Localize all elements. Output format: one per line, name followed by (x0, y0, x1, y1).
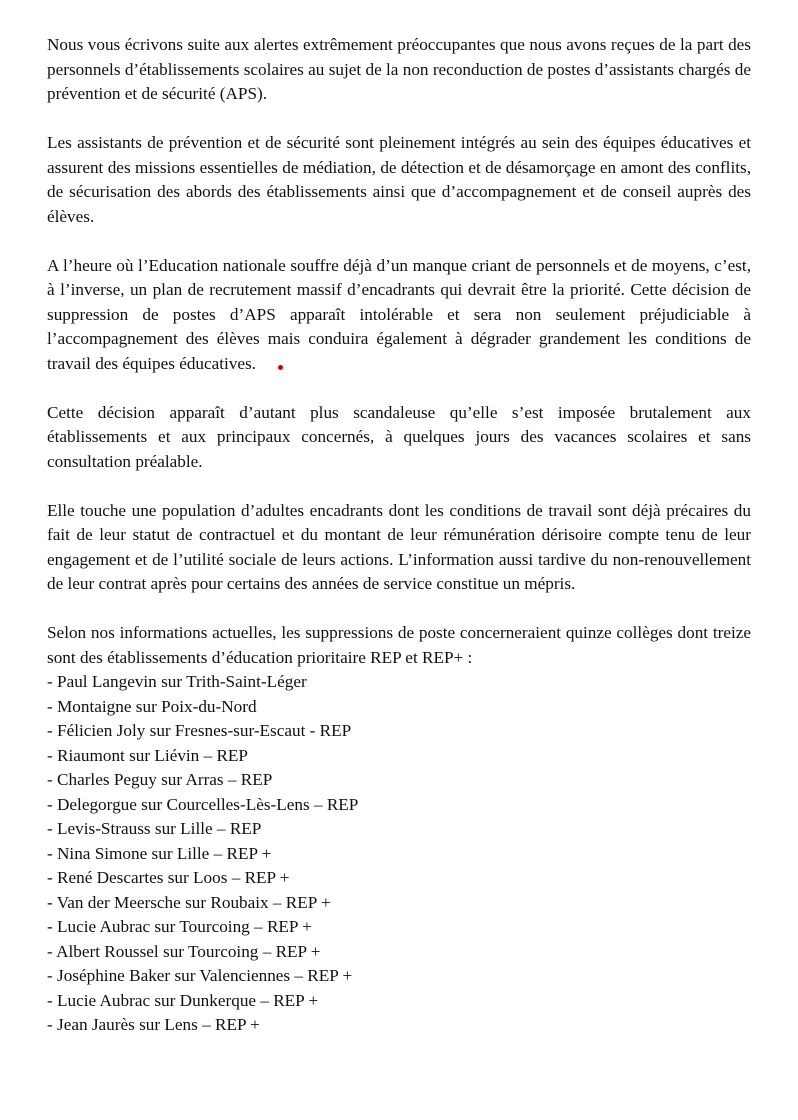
list-item: - Lucie Aubrac sur Tourcoing – REP + (47, 917, 312, 936)
paragraph-recruitment: A l’heure où l’Education nationale souffre déjà d’un manque criant de personnels et de moyens, c’est, à l’inverse, un plan de recrutement massif d’encadrants qui devrait être la priorité. Cette décision de suppression de postes d’APS apparaît intolérable et sera non seulement préjudiciable à l’accompagnement des élèves mais conduira également à dégrader grandement les conditions de travail des équipes éducatives. (47, 255, 751, 373)
list-item: - Jean Jaurès sur Lens – REP + (47, 1015, 260, 1034)
list-item: - Van der Meersche sur Roubaix – REP + (47, 892, 331, 912)
paragraph-aps-role: Les assistants de prévention et de sécurité sont pleinement intégrés au sein des équipes éducatives et assurent des missions essentielles de médiation, de détection et de désamorçage en amont des conflits, de sécurisation des abords des établissements ainsi que d’accompagnement et de conseil auprès des élèves. (47, 133, 751, 226)
schools-list (47, 670, 751, 1038)
list-item: - Montaigne sur Poix-du-Nord (47, 696, 257, 716)
letter-page (47, 33, 751, 1038)
list-item: - Delegorgue sur Courcelles-Lès-Lens – REP (47, 794, 359, 814)
list-item: - René Descartes sur Loos – REP + (47, 868, 290, 887)
paragraph-list-intro: Selon nos informations actuelles, les suppressions de poste concerneraient quinze collèges dont treize sont des établissements d’éducation prioritaire REP et REP+ : (47, 623, 751, 667)
list-item: - Riaumont sur Liévin – REP (47, 745, 248, 765)
list-item: - Levis-Strauss sur Lille – REP (47, 819, 262, 838)
list-item: - Nina Simone sur Lille – REP + (47, 843, 272, 863)
list-item: - Paul Langevin sur Trith-Saint-Léger (47, 672, 307, 691)
red-dot-mark (278, 365, 283, 370)
list-item: - Joséphine Baker sur Valenciennes – REP + (47, 966, 353, 985)
paragraph-precarity: Elle touche une population d’adultes encadrants dont les conditions de travail sont déjà précaires du fait de leur statut de contractuel et du montant de leur rémunération dérisoire compte tenu de leur engagement et de l’utilité sociale de leurs actions. L’information aussi tardive du non-renouvellement de leur contrat après pour certains des années de service constitue un mépris. (47, 500, 751, 593)
paragraph-scandal: Cette décision apparaît d’autant plus scandaleuse qu’elle s’est imposée brutalement aux établissements et aux principaux concernés, à quelques jours des vacances scolaires et sans consultation préalable. (47, 402, 751, 471)
list-item: - Lucie Aubrac sur Dunkerque – REP + (47, 990, 319, 1010)
list-item: - Félicien Joly sur Fresnes-sur-Escaut - REP (47, 721, 352, 740)
list-item: - Charles Peguy sur Arras – REP (47, 770, 273, 789)
paragraph-intro: Nous vous écrivons suite aux alertes extrêmement préoccupantes que nous avons reçues de la part des personnels d’établissements scolaires au sujet de la non reconduction de postes d’assistants chargés de prévention et de sécurité (APS). (47, 35, 751, 103)
list-item: - Albert Roussel sur Tourcoing – REP + (47, 941, 321, 961)
